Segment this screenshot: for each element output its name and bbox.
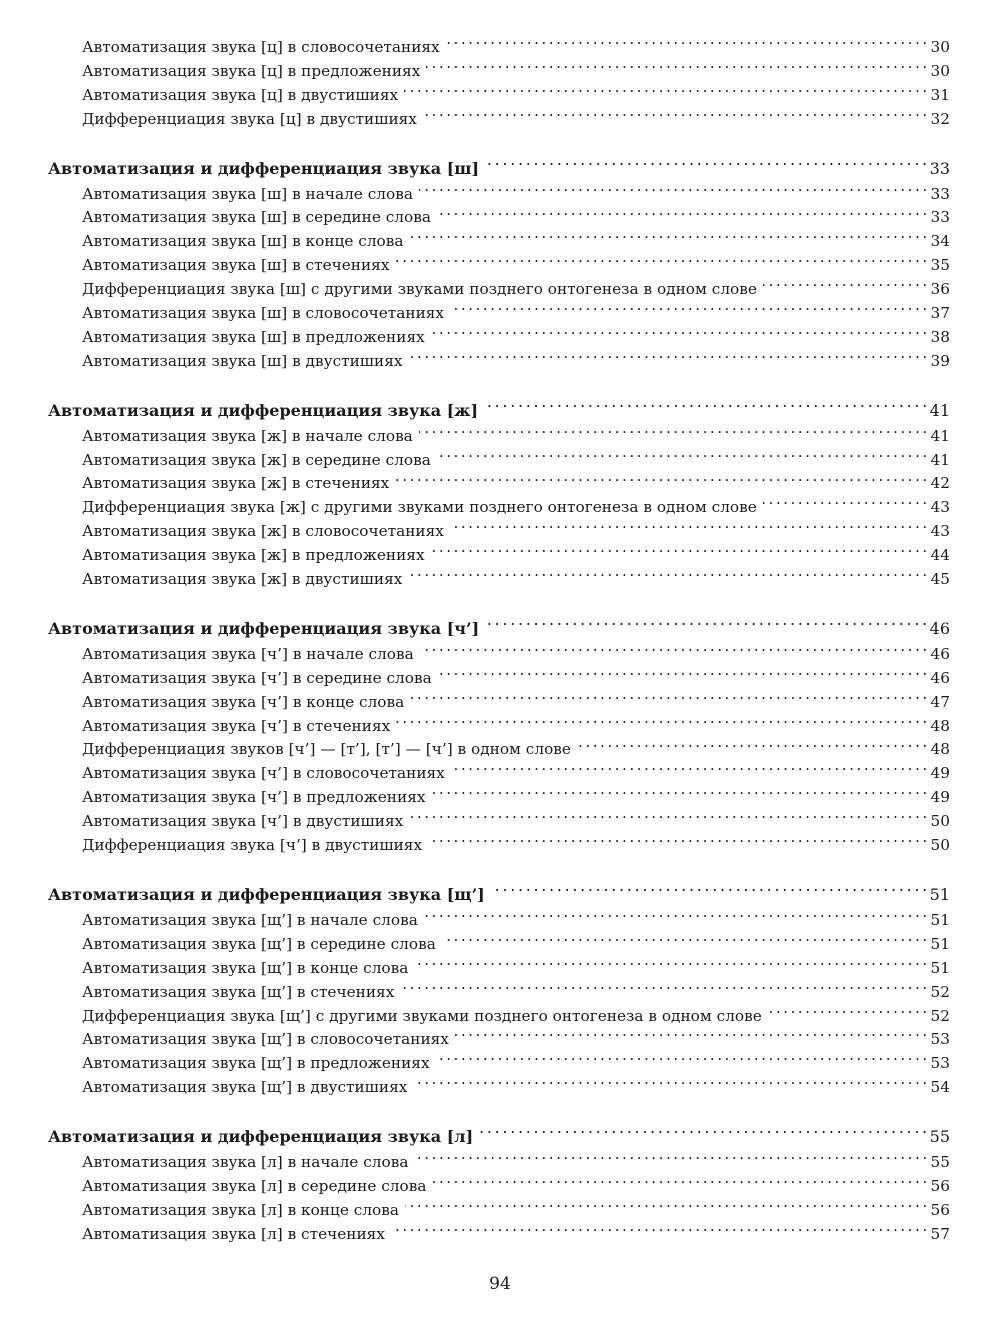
toc-entry-page-number: 44 [930,546,950,565]
toc-entry-page-number: 55 [930,1153,950,1172]
toc-entry-title: Автоматизация звука [л] в стечениях [82,1224,385,1243]
toc-entry-title: Автоматизация звука [щ’] в двустишиях [82,1078,408,1097]
toc-entry-title: Автоматизация звука [ш] в двустишиях [82,351,403,370]
dot-leader [400,981,926,996]
toc-entry-title: Дифференциация звука [ш] с другими звуками позднего онтогенеза в одном слове [82,280,757,299]
toc-entry[interactable] [48,108,950,132]
toc-entry[interactable] [48,643,950,667]
toc-entry[interactable] [48,1223,950,1247]
toc-section-heading-page-number: 41 [929,400,950,420]
toc-entry-page-number: 46 [930,668,950,687]
toc-section-heading-title: Автоматизация и дифференциация звука [ч’] [48,618,480,638]
toc-entry[interactable] [48,206,950,230]
table-of-contents [48,36,950,1247]
dot-leader [432,1176,926,1191]
dot-leader [455,1029,926,1044]
dot-leader [419,425,926,440]
toc-section-heading-page-number: 33 [929,158,950,178]
toc-section [48,614,950,858]
toc-entry-title: Автоматизация звука [щ’] в конце слова [82,958,409,977]
toc-entry-page-number: 48 [930,740,950,759]
toc-entry[interactable] [48,933,950,957]
dot-leader [409,811,926,826]
toc-section [48,1122,950,1247]
dot-leader [768,1005,926,1020]
toc-entry[interactable] [48,981,950,1005]
toc-section [48,36,950,132]
toc-entry-title: Автоматизация звука [щ’] в словосочетаниях [82,1030,449,1049]
dot-leader [484,400,926,416]
toc-entry-title: Автоматизация звука [л] в начале слова [82,1153,409,1172]
toc-entry[interactable] [48,667,950,691]
toc-entry-page-number: 51 [930,910,950,929]
toc-entry-title: Автоматизация звука [ш] в стечениях [82,256,390,275]
toc-section-heading[interactable] [48,154,950,183]
toc-entry[interactable] [48,1175,950,1199]
toc-entry-title: Дифференциация звуков [ч’] — [т’], [т’] — [ч’] в одном слове [82,740,571,759]
toc-entry[interactable] [48,326,950,350]
toc-entry[interactable] [48,715,950,739]
toc-entry-page-number: 56 [930,1176,950,1195]
toc-entry-title: Автоматизация звука [л] в конце слова [82,1200,399,1219]
toc-entry-title: Автоматизация звука [щ’] в стечениях [82,982,395,1001]
dot-leader [423,108,926,123]
toc-entry-title: Автоматизация звука [ш] в конце слова [82,232,404,251]
toc-entry-title: Автоматизация звука [ц] в двустишиях [82,85,399,104]
toc-entry-title: Автоматизация звука [ч’] в предложениях [82,788,426,807]
toc-entry-page-number: 54 [930,1078,950,1097]
dot-leader [431,787,926,802]
dot-leader [431,327,926,342]
toc-entry-title: Автоматизация звука [ч’] в двустишиях [82,812,404,831]
dot-leader [437,207,926,222]
toc-entry-title: Автоматизация звука [ш] в словосочетаниях [82,304,445,323]
toc-entry-page-number: 41 [930,426,950,445]
toc-entry-page-number: 48 [930,716,950,735]
toc-entry-page-number: 39 [930,351,950,370]
toc-entry-title: Автоматизация звука [щ’] в начале слова [82,910,418,929]
dot-leader [437,449,926,464]
toc-section-heading-title: Автоматизация и дифференциация звука [ж] [48,400,479,420]
toc-entry-title: Автоматизация звука [ц] в словосочетаниях [82,38,440,56]
toc-entry-page-number: 51 [930,958,950,977]
toc-entry-title: Автоматизация звука [ч’] в конце слова [82,692,405,711]
toc-entry-page-number: 45 [930,570,950,589]
toc-entry-page-number: 31 [930,85,950,104]
toc-entry-page-number: 47 [930,692,950,711]
toc-entry-title: Автоматизация звука [ц] в предложениях [82,61,421,80]
dot-leader [396,715,926,730]
toc-entry-title: Автоматизация звука [ч’] в начале слова [82,644,414,663]
toc-entry-title: Дифференциация звука [ц] в двустишиях [82,109,417,128]
toc-entry-page-number: 52 [930,982,950,1001]
dot-leader [485,158,926,174]
toc-entry-title: Дифференциация звука [щ’] с другими звуками позднего онтогенеза в одном слове [82,1006,762,1025]
toc-entry-title: Автоматизация звука [ч’] в середине слова [82,668,432,687]
toc-entry[interactable] [48,1028,950,1052]
toc-section-heading-title: Автоматизация и дифференциация звука [л] [48,1127,474,1147]
toc-entry-title: Автоматизация звука [ш] в середине слова [82,208,431,227]
toc-section-heading-title: Автоматизация и дифференциация звука [щ’] [48,884,485,904]
toc-entry-title: Автоматизация звука [ж] в двустишиях [82,570,403,589]
toc-entry-title: Автоматизация звука [л] в середине слова [82,1176,427,1195]
toc-entry[interactable] [48,278,950,302]
dot-leader [391,1223,926,1238]
dot-leader [395,255,926,270]
toc-entry-page-number: 50 [930,836,950,855]
toc-section-heading-page-number: 46 [929,618,950,638]
toc-section-heading-page-number: 51 [929,884,950,904]
toc-section [48,154,950,374]
dot-leader [420,644,926,659]
dot-leader [431,545,926,560]
toc-entry-page-number: 30 [930,61,950,80]
toc-entry[interactable] [48,36,950,60]
dot-leader [413,1077,926,1092]
dot-leader [410,691,926,706]
dot-leader [763,279,926,294]
toc-entry-page-number: 38 [930,327,950,346]
toc-entry[interactable] [48,1076,950,1100]
dot-leader [450,303,926,318]
toc-entry[interactable] [48,786,950,810]
toc-entry-title: Автоматизация звука [щ’] в предложениях [82,1054,430,1073]
dot-leader [485,618,926,634]
toc-entry[interactable] [48,425,950,449]
toc-section-heading[interactable] [48,396,950,425]
toc-entry[interactable] [48,544,950,568]
toc-section [48,396,950,592]
toc-entry-page-number: 30 [930,38,950,56]
toc-entry[interactable] [48,449,950,473]
toc-entry-page-number: 53 [930,1054,950,1073]
toc-entry[interactable] [48,230,950,254]
dot-leader [446,37,926,52]
dot-leader [395,473,926,488]
toc-entry-title: Автоматизация звука [щ’] в середине слова [82,934,436,953]
toc-entry-page-number: 43 [930,522,950,541]
toc-entry[interactable] [48,810,950,834]
toc-entry-title: Автоматизация звука [ж] в стечениях [82,474,390,493]
dot-leader [428,835,926,850]
toc-entry-title: Автоматизация звука [ж] в начале слова [82,426,413,445]
toc-entry-page-number: 32 [930,109,950,128]
dot-leader [410,231,927,246]
dot-leader [442,934,926,949]
toc-entry[interactable] [48,909,950,933]
toc-entry-title: Автоматизация звука [ш] в предложениях [82,327,425,346]
toc-entry-title: Автоматизация звука [ж] в словосочетаниях [82,522,444,541]
toc-entry-page-number: 50 [930,812,950,831]
toc-section-heading-page-number: 55 [929,1127,950,1147]
dot-leader [577,739,926,754]
toc-entry-page-number: 56 [930,1200,950,1219]
toc-entry-page-number: 34 [930,232,950,251]
toc-entry-title: Дифференциация звука [ж] с другими звуками позднего онтогенеза в одном слове [82,498,757,517]
toc-entry[interactable] [48,691,950,715]
toc-entry-page-number: 49 [930,788,950,807]
toc-entry-page-number: 33 [930,208,950,227]
page-number: 94 [489,1274,511,1294]
dot-leader [438,668,926,683]
toc-entry-page-number: 42 [930,474,950,493]
toc-entry[interactable] [48,496,950,520]
dot-leader [479,1126,926,1142]
toc-entry[interactable] [48,183,950,207]
toc-entry[interactable] [48,1199,950,1223]
toc-entry-title: Автоматизация звука [ч’] в словосочетаниях [82,764,445,783]
dot-leader [491,884,926,900]
toc-entry[interactable] [48,738,950,762]
toc-entry[interactable] [48,957,950,981]
toc-entry[interactable] [48,1151,950,1175]
toc-entry[interactable] [48,762,950,786]
dot-leader [408,569,926,584]
dot-leader [451,763,926,778]
toc-section-heading[interactable] [48,614,950,643]
toc-section-heading-title: Автоматизация и дифференциация звука [ш] [48,158,480,178]
toc-entry[interactable] [48,1052,950,1076]
toc-entry[interactable] [48,472,950,496]
toc-entry-page-number: 41 [930,450,950,469]
dot-leader [450,521,926,536]
dot-leader [424,910,926,925]
toc-entry[interactable] [48,350,950,374]
dot-leader [426,61,926,76]
toc-entry[interactable] [48,84,950,108]
toc-entry-page-number: 33 [930,184,950,203]
toc-entry-page-number: 46 [930,644,950,663]
toc-entry-page-number: 35 [930,256,950,275]
dot-leader [414,1152,926,1167]
toc-entry-page-number: 49 [930,764,950,783]
dot-leader [763,497,926,512]
toc-entry[interactable] [48,302,950,326]
toc-entry-page-number: 57 [930,1224,950,1243]
toc-entry[interactable] [48,254,950,278]
toc-entry-title: Дифференциация звука [ч’] в двустишиях [82,836,423,855]
toc-section [48,880,950,1100]
toc-entry-title: Автоматизация звука [ш] в начале слова [82,184,413,203]
dot-leader [409,351,927,366]
toc-entry[interactable] [48,1005,950,1029]
toc-entry[interactable] [48,60,950,84]
toc-entry-page-number: 36 [930,280,950,299]
toc-entry-page-number: 43 [930,498,950,517]
dot-leader [414,957,926,972]
dot-leader [436,1053,926,1068]
toc-entry-page-number: 37 [930,304,950,323]
toc-entry[interactable] [48,520,950,544]
dot-leader [419,183,926,198]
toc-entry-page-number: 53 [930,1030,950,1049]
toc-entry[interactable] [48,568,950,592]
toc-section-heading[interactable] [48,880,950,909]
toc-section-heading[interactable] [48,1122,950,1151]
dot-leader [405,1200,926,1215]
toc-entry-page-number: 52 [930,1006,950,1025]
toc-entry[interactable] [48,834,950,858]
toc-entry-title: Автоматизация звука [ж] в предложениях [82,546,425,565]
dot-leader [404,84,926,99]
toc-entry-page-number: 51 [930,934,950,953]
toc-entry-title: Автоматизация звука [ч’] в стечениях [82,716,391,735]
toc-entry-title: Автоматизация звука [ж] в середине слова [82,450,431,469]
